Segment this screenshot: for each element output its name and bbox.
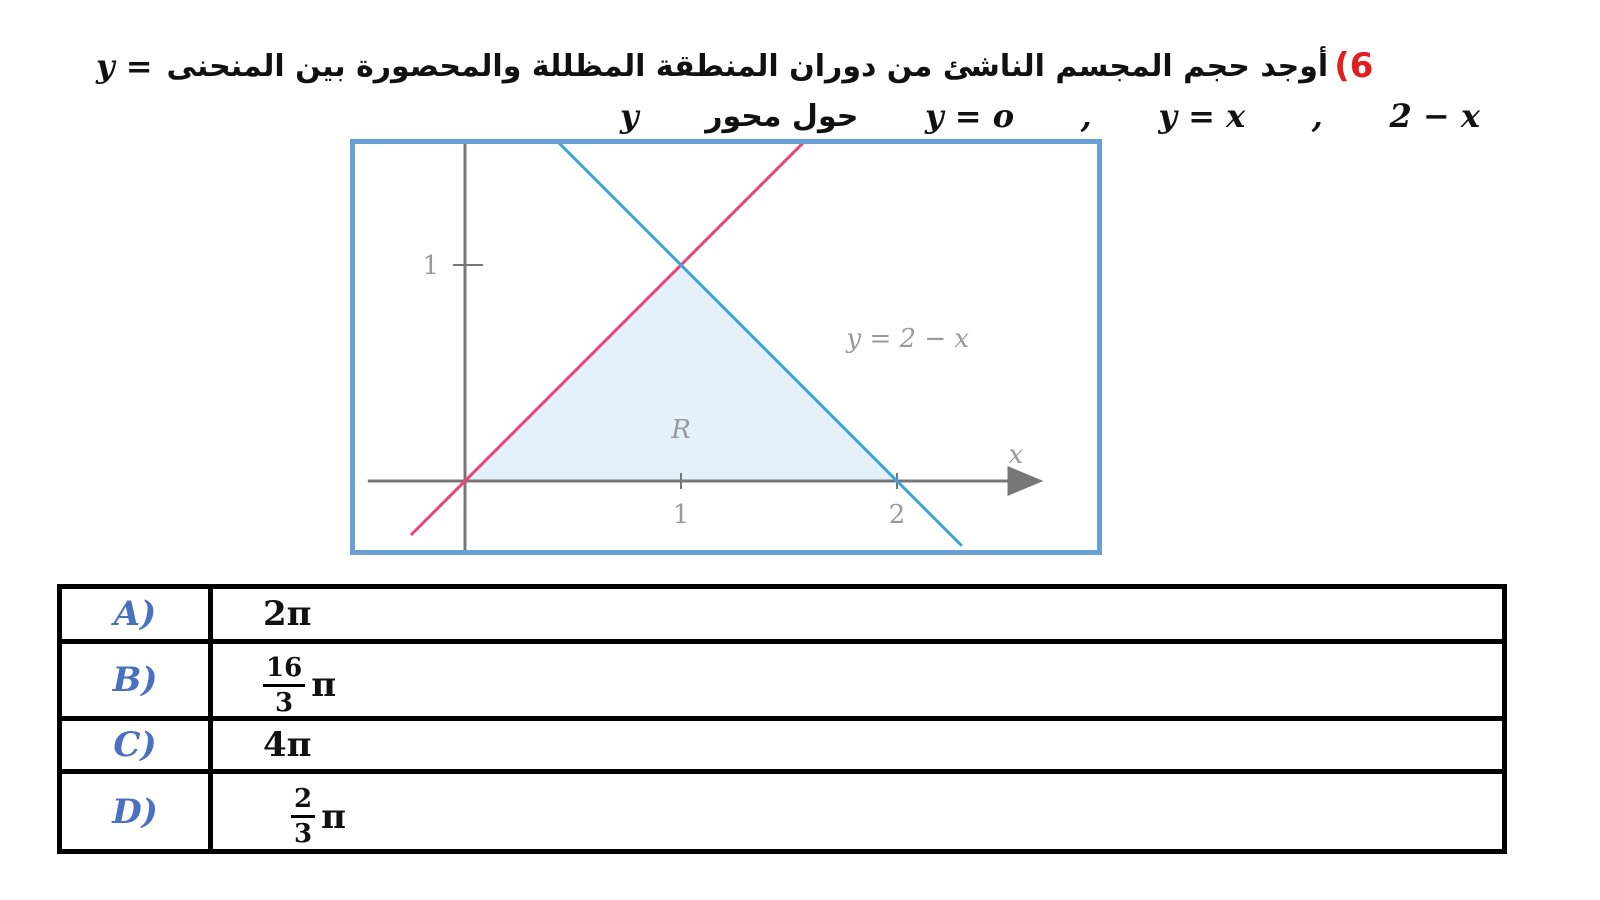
- answer-value: [211, 719, 1505, 772]
- answer-value: [211, 772, 1505, 852]
- question-math-y-zero: y = o: [925, 97, 1015, 135]
- answer-value: [211, 642, 1505, 719]
- answer-letter: C): [60, 719, 211, 772]
- x-tick-label: 1: [672, 500, 690, 530]
- answer-letter: B): [60, 642, 211, 719]
- fraction-numerator: 16: [263, 655, 305, 687]
- fraction-denominator: 3: [294, 819, 313, 850]
- question-math-y-equals-x: y = x: [1158, 97, 1246, 135]
- question-number: 6): [1334, 46, 1374, 86]
- answer-letter: A): [60, 587, 211, 642]
- region-label: R: [671, 414, 691, 445]
- question-math-axis: y: [620, 97, 639, 135]
- question-separator: ,: [1311, 97, 1323, 135]
- answer-row-c[interactable]: [60, 719, 1505, 772]
- graph-figure: [350, 139, 1102, 555]
- answer-value-text: 2π: [263, 594, 312, 635]
- x-tick-label: 2: [888, 500, 906, 530]
- answer-letter: D): [60, 772, 211, 852]
- question-math-y-equals: y =: [96, 47, 153, 85]
- fraction-expression: [263, 652, 337, 718]
- fraction: [291, 784, 315, 850]
- shaded-region-r: [465, 265, 897, 481]
- fraction: [263, 652, 305, 718]
- answer-value-text: 4π: [263, 725, 312, 766]
- question-math-two-minus-x: 2 − x: [1389, 97, 1480, 135]
- pi-symbol: π: [311, 665, 337, 706]
- answer-value: [211, 587, 1505, 642]
- question-about-axis-text: حول محور: [705, 98, 859, 134]
- question-line-2: [620, 92, 1480, 140]
- answer-row-d[interactable]: [60, 772, 1505, 852]
- x-axis-label: x: [1008, 440, 1024, 470]
- pi-symbol: π: [321, 796, 346, 837]
- answer-table: [57, 584, 1507, 854]
- question-separator: ,: [1080, 97, 1092, 135]
- y-tick-label: 1: [422, 251, 439, 281]
- question-line-1: [96, 40, 1545, 92]
- question-text: أوجد حجم المجسم الناشئ من دوران المنطقة المظللة والمحصورة بين المنحنى: [166, 48, 1329, 84]
- graph-svg: [355, 144, 1097, 550]
- fraction-denominator: 3: [275, 687, 294, 718]
- fraction-expression: [291, 784, 346, 850]
- answer-row-a[interactable]: [60, 587, 1505, 642]
- fraction-numerator: 2: [291, 786, 315, 818]
- curve-label-y-equals-2-minus-x: y = 2 − x: [846, 324, 970, 355]
- answer-row-b[interactable]: [60, 642, 1505, 719]
